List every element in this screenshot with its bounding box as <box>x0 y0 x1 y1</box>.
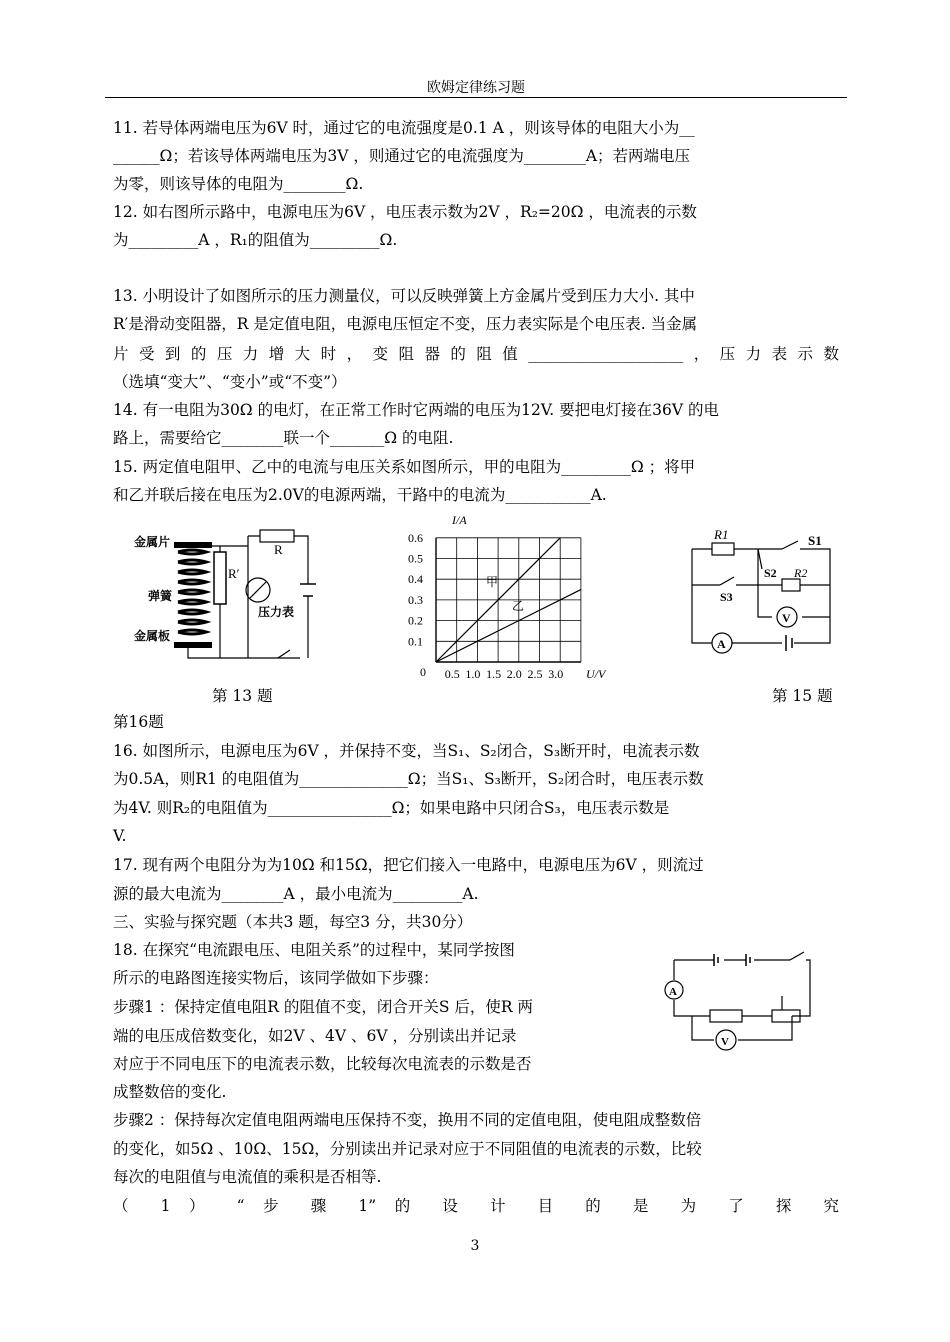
page-header: 欧姆定律练习题 <box>427 80 525 96</box>
y-tick-label: 0.4 <box>408 572 423 587</box>
metal-plate <box>174 642 212 648</box>
fig18-wires <box>674 960 810 1040</box>
y-tick-label: 0.6 <box>408 530 423 545</box>
x-tick-label: 0.5 <box>444 667 460 681</box>
text-line: ______Ω；若该导体两端电压为3V ，则通过它的电流强度为________A；若两端电压 <box>113 147 691 165</box>
battery <box>300 584 316 596</box>
text-line: 为0.5A，则R1 的电阻值为______________Ω；当S₁、S₃断开，S₂闭合时，电压表示数 <box>113 770 704 788</box>
line-label-jia: 甲 <box>486 575 499 589</box>
text-line: 13. 小明设计了如图所示的压力测量仪，可以反映弹簧上方金属片受到压力大小. 其中 <box>113 287 695 305</box>
fig16-circuit-diagram <box>682 525 842 663</box>
spring-coil <box>178 550 206 634</box>
rheostat <box>214 552 226 604</box>
text-line: 的变化，如5Ω 、10Ω、15Ω，分别读出并记录对应于不同阻值的电流表的示数，比较 <box>113 1140 702 1158</box>
fig15-iu-graph <box>400 512 630 682</box>
text-line: 11. 若导体两端电压为6V 时，通过它的电流强度是0.1 A ，则该导体的电阻大小为__ <box>113 119 695 137</box>
text-line: 14. 有一电阻为30Ω 的电灯，在正常工作时它两端的电压为12V. 要把电灯接在36V 的电 <box>113 401 719 419</box>
text-line: 每次的电阻值与电流值的乘积是否相等. <box>113 1168 382 1186</box>
text-line: 步骤1 ：保持定值电阻R 的阻值不变，闭合开关S 后，使R 两 <box>113 998 534 1016</box>
resistor-r <box>260 530 294 542</box>
voltmeter-symbol: V <box>782 611 791 625</box>
x-tick-label: 1.5 <box>486 667 502 681</box>
switch <box>790 952 804 960</box>
resistor-r1 <box>712 543 734 555</box>
y-tick-label: 0.1 <box>408 634 423 649</box>
text-line: 为4V. 则R₂的电阻值为________________Ω；如果电路中只闭合S₃，电压表示数是 <box>113 799 670 817</box>
switch-s3 <box>720 577 734 585</box>
x-tick-label: 2.0 <box>506 667 522 681</box>
text-line: 第16题 <box>113 713 164 731</box>
label-metal-plate: 金属板 <box>134 629 171 643</box>
battery <box>786 635 792 651</box>
graph-ticks <box>408 531 563 681</box>
text-line: 为_________A ，R₁的阻值为_________Ω. <box>113 231 398 249</box>
label-spring: 弹簧 <box>148 589 173 603</box>
label-r2: R2 <box>794 566 808 580</box>
text-line: 源的最大电流为________A ，最小电流为_________A. <box>113 885 479 903</box>
label-rprime: R′ <box>228 566 240 581</box>
text-line: 18. 在探究“电流跟电压、电阻关系”的过程中，某同学按图 <box>113 941 515 959</box>
series-line-yi <box>436 590 581 662</box>
fig13-pressure-gauge-diagram <box>128 522 328 672</box>
label-r: R <box>274 542 283 557</box>
caption-fig13: 第 13 题 <box>212 687 273 705</box>
text-line: 路上，需要给它________联一个_______Ω 的电阻. <box>113 429 454 447</box>
y-tick-label: 0.3 <box>408 592 423 607</box>
voltmeter-symbol: V <box>721 1036 729 1048</box>
switch-s1 <box>782 541 798 549</box>
text-line: 为零，则该导体的电阻为________Ω. <box>113 175 364 193</box>
page-number: 3 <box>470 1238 480 1254</box>
text-line: （选填“变大”、“变小”或“不变”） <box>113 373 347 391</box>
resistor-r <box>710 1010 742 1022</box>
resistor-r2 <box>782 579 800 591</box>
text-line: 端的电压成倍数变化，如2V 、4V 、6V ，分别读出并记录 <box>113 1027 517 1045</box>
label-metal-sheet: 金属片 <box>134 535 171 549</box>
ammeter-symbol: A <box>717 637 726 651</box>
x-tick-label: 1.0 <box>465 667 481 681</box>
x-tick-label: 2.5 <box>527 667 543 681</box>
header-rule <box>105 97 847 98</box>
x-axis-label: U/V <box>586 667 606 681</box>
text-line: 和乙并联后接在电压为2.0V的电源两端，干路中的电流为___________A. <box>113 486 607 504</box>
label-s3: S3 <box>720 590 733 604</box>
text-line: 所示的电路图连接实物后，该同学做如下步骤： <box>113 969 439 987</box>
label-s2: S2 <box>764 566 777 580</box>
text-line: （ 1 ） “ 步 骤 1” 的 设 计 目 的 是 为 了 探 究 <box>113 1197 839 1215</box>
line-label-yi: 乙 <box>512 599 525 613</box>
caption-fig15: 第 15 题 <box>772 687 833 705</box>
ammeter-symbol: A <box>669 986 677 998</box>
text-line: 对应于不同电压下的电流表示数，比较每次电流表的示数是否 <box>113 1055 532 1073</box>
text-line: R′是滑动变阻器，R 是定值电阻，电源电压恒定不变，压力表实际是个电压表. 当金属 <box>113 315 698 333</box>
text-line: 16. 如图所示，电源电压为6V ，并保持不变，当S₁、S₂闭合，S₃断开时，电流表示数 <box>113 742 700 760</box>
text-line: 成整数倍的变化. <box>113 1083 227 1101</box>
text-line: 步骤2 ：保持每次定值电阻两端电压保持不变，换用不同的定值电阻，使电阻成整数倍 <box>113 1111 702 1129</box>
label-s1: S1 <box>808 533 822 548</box>
text-line: 17. 现有两个电阻分为为10Ω 和15Ω，把它们接入一电路中，电源电压为6V ，则流过 <box>113 856 704 874</box>
x-tick-label: 3.0 <box>548 667 564 681</box>
graph-grid <box>436 538 581 662</box>
y-tick-label: 0.2 <box>408 613 423 628</box>
y-tick-label: 0.5 <box>408 551 423 566</box>
switch <box>278 650 290 658</box>
text-line: 片受到的压力增大时，变阻器的阻值____________________，压力表示数 <box>113 345 839 363</box>
meter-needle <box>250 582 266 598</box>
graph-origin: 0 <box>420 665 426 679</box>
section-heading: 三、实验与探究题（本共3 题，每空3 分，共30分） <box>113 913 473 931</box>
fig18-circuit-diagram <box>662 944 822 1062</box>
y-axis-label: I/A <box>452 513 467 527</box>
metal-sheet <box>174 542 212 548</box>
label-pressure-meter: 压力表 <box>258 605 295 619</box>
label-r1: R1 <box>714 527 729 542</box>
text-line: 15. 两定值电阻甲、乙中的电流与电压关系如图所示，甲的电阻为_________Ω ；将甲 <box>113 458 696 476</box>
text-line: 12. 如右图所示路中，电源电压为6V ，电压表示数为2V ，R₂=20Ω ，电流表的示数 <box>113 203 697 221</box>
text-line: V. <box>113 827 127 845</box>
